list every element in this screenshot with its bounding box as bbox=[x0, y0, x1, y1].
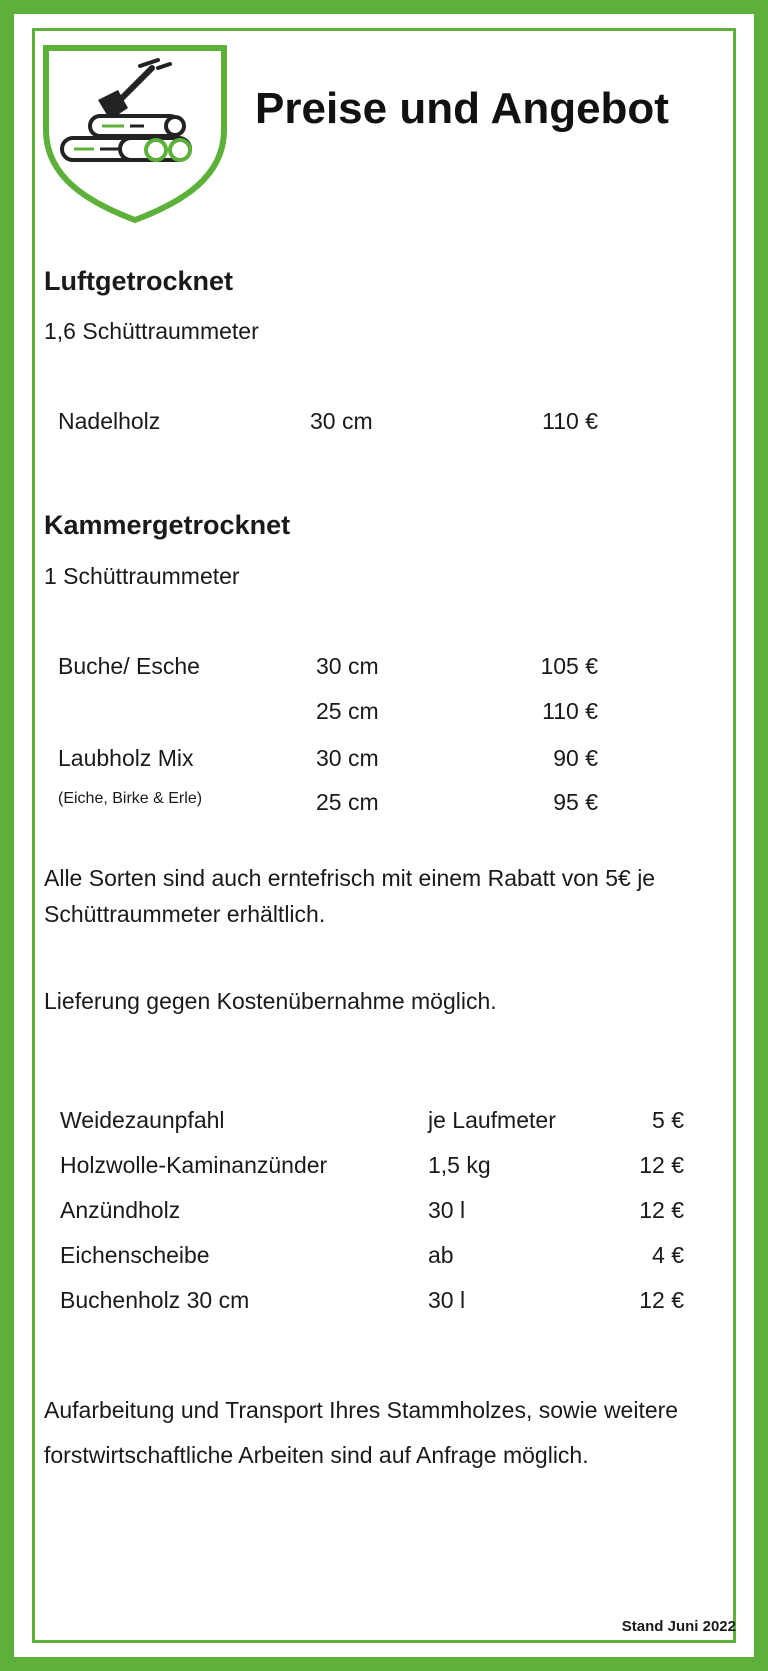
section-heading-luftgetrocknet: Luftgetrocknet bbox=[44, 266, 233, 296]
extra-row-name: Buchenholz 30 cm bbox=[60, 1287, 250, 1313]
section-heading-kammergetrocknet: Kammergetrocknet bbox=[44, 510, 291, 540]
price-row-name: Nadelholz bbox=[58, 408, 161, 434]
price-row-price: 110 € bbox=[542, 698, 598, 724]
extra-row-price: 12 € bbox=[639, 1197, 684, 1223]
extra-row-name: Eichenscheibe bbox=[60, 1242, 210, 1268]
price-row-size: 30 cm bbox=[316, 653, 379, 679]
extra-row-price: 12 € bbox=[639, 1152, 684, 1178]
extra-row-name: Anzündholz bbox=[60, 1197, 181, 1223]
closing-paragraph: Aufarbeitung und Transport Ihres Stammholzes, sowie weitere forstwirtschaftliche Arbeiten sind auf Anfrage möglich. bbox=[44, 1397, 679, 1468]
price-row-size: 25 cm bbox=[316, 789, 379, 815]
extra-row-unit: ab bbox=[428, 1242, 454, 1268]
price-row-price: 110 € bbox=[542, 408, 598, 434]
extra-row-price: 4 € bbox=[652, 1242, 684, 1268]
price-row-size: 25 cm bbox=[316, 698, 379, 724]
price-row-name: Laubholz Mix bbox=[58, 745, 194, 771]
price-row-size: 30 cm bbox=[316, 745, 379, 771]
extra-row-unit: 30 l bbox=[428, 1197, 466, 1223]
extra-row-unit: 1,5 kg bbox=[428, 1152, 491, 1178]
extra-row-price: 5 € bbox=[652, 1107, 684, 1133]
firewood-axe-shield-icon bbox=[40, 38, 230, 228]
price-row-price: 105 € bbox=[540, 653, 598, 679]
price-row-name: Buche/ Esche bbox=[58, 653, 200, 679]
extra-row-name: Holzwolle-Kaminanzünder bbox=[60, 1152, 328, 1178]
note-lieferung: Lieferung gegen Kostenübernahme möglich. bbox=[44, 988, 497, 1014]
extra-row-unit: 30 l bbox=[428, 1287, 466, 1313]
price-row-size: 30 cm bbox=[310, 408, 373, 434]
price-row-name-note: (Eiche, Birke & Erle) bbox=[58, 790, 203, 807]
section-unit-kammergetrocknet: 1 Schüttraummeter bbox=[44, 563, 240, 589]
page-title: Preise und Angebot bbox=[255, 84, 669, 133]
price-row-price: 95 € bbox=[553, 789, 598, 815]
section-unit-luftgetrocknet: 1,6 Schüttraummeter bbox=[44, 318, 259, 344]
price-row-price: 90 € bbox=[553, 745, 598, 771]
extra-row-name: Weidezaunpfahl bbox=[60, 1107, 225, 1133]
footer-stand: Stand Juni 2022 bbox=[621, 1618, 736, 1635]
extra-row-unit: je Laufmeter bbox=[428, 1107, 556, 1133]
extra-row-price: 12 € bbox=[639, 1287, 684, 1313]
note-rabatt: Alle Sorten sind auch erntefrisch mit einem Rabatt von 5€ je Schüttraummeter erhältlich. bbox=[44, 865, 656, 927]
